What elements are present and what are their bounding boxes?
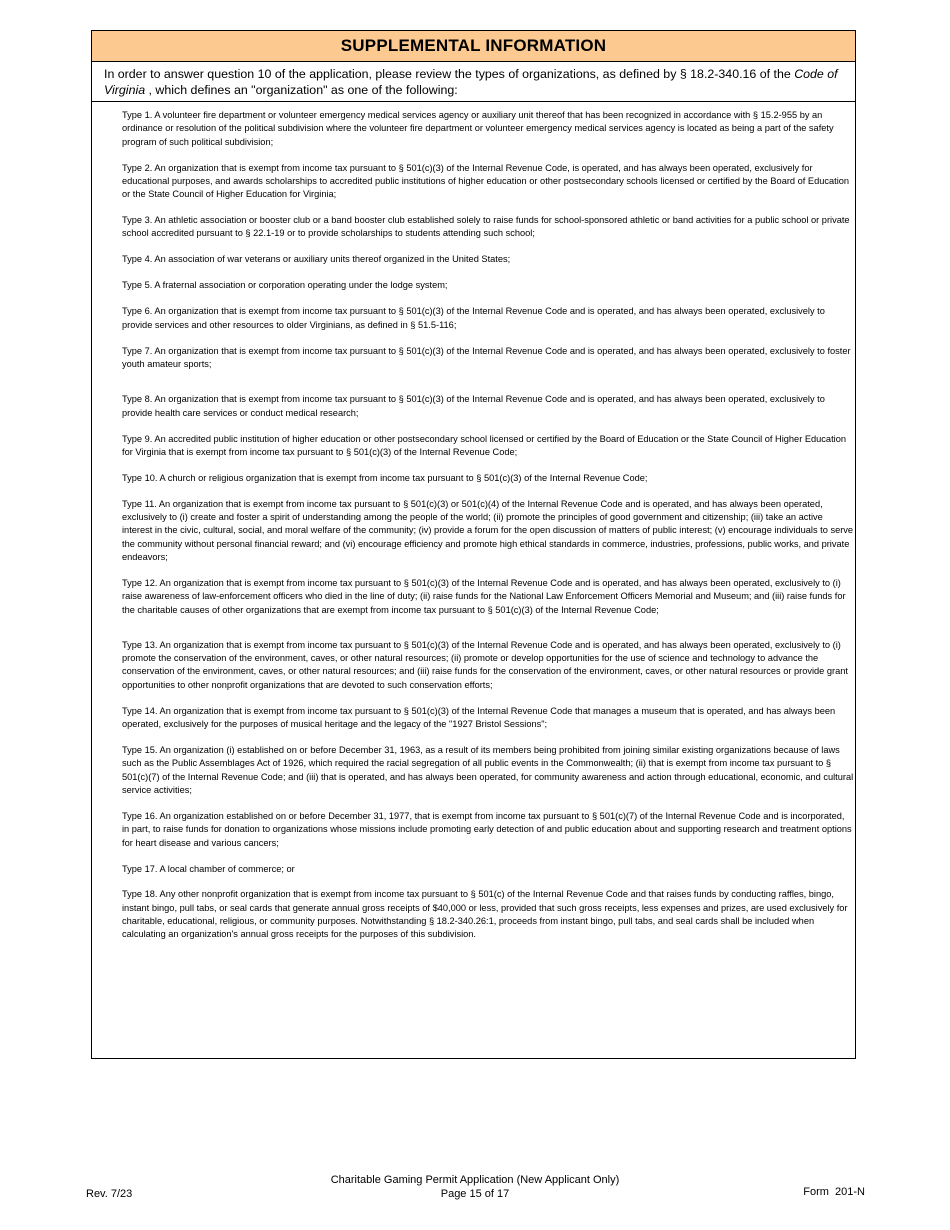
code-of-virginia: Code of Virginia [104,67,838,97]
organization-type-15: Type 15. An organization (i) established on or before December 31, 1963, as a result of its members being prohibited from joining similar existing organizations because of laws such as the Public Assemblages Act of 1926, which required the racial segregation of all public events in the Commonwealth; (ii) that is exempt from income tax pursuant to § 501(c)(7) of the Internal Revenue Code; and (iii) that is operated, and has always been operated, for community awareness and action through educational, economic, and cultural service activities; [122,745,854,795]
organization-type-9: Type 9. An accredited public institution of higher education or other postsecondary school licensed or certified by the Board of Education or the State Council of Higher Education for Virginia that is exempt from income tax pursuant to § 501(c)(3) of the Internal Revenue Code; [122,433,846,457]
organization-type-17: Type 17. A local chamber of commerce; or [122,863,295,874]
organization-type-8: Type 8. An organization that is exempt from income tax pursuant to § 501(c)(3) of the Internal Revenue Code and is operated, and has always been operated, exclusively to provide health care services or conduct medical research; [122,394,825,418]
organization-type-13: Type 13. An organization that is exempt from income tax pursuant to § 501(c)(3) of the Internal Revenue Code and is operated, and has always been operated, exclusively to (i) promote the conservation of the environment, caves, or other natural resources; (ii) promote or develop opportunities for the use of science and technology to advance the conservation of the environment, caves, or other natural resources; and (iii) raise funds for the conservation of the environment, caves, or other natural resources or provide grant opportunities to other nonprofit organizations that are devoted to such conservation efforts; [122,639,848,690]
section-title: SUPPLEMENTAL INFORMATION [92,31,855,62]
organization-type-7: Type 7. An organization that is exempt from income tax pursuant to § 501(c)(3) of the Internal Revenue Code and is operated, and has always been operated, exclusively to foster youth amateur sports; [122,345,851,369]
organization-type-18: Type 18. Any other nonprofit organization that is exempt from income tax pursuant to § 501(c) of the Internal Revenue Code and that raises funds by conducting raffles, bingo, instant bingo, pull tabs, or seal cards that generate annual gross receipts of $40,000 or less, provided that such gross receipts, less expenses and prizes, are used exclusively for charitable, educational, religious, or community purposes. Notwithstanding § 18.2-340.26:1, proceeds from instant bingo, pull tabs, and seal cards shall be included when calculating an organization's annual gross receipts for the purposes of this subdivision. [122,889,848,940]
organization-types-list [92,102,855,942]
footer-form-title: Charitable Gaming Permit Application (New Applicant Only) [330,1174,620,1186]
organization-type-1: Type 1. A volunteer fire department or volunteer emergency medical services agency or auxiliary unit thereof that has been recognized in accordance with § 15.2-955 by an ordinance or resolution of the political subdivision where the volunteer fire department or volunteer emergency medical services agency is located as being a part of the safety program of such political subdivision; [122,110,834,147]
intro-paragraph [92,62,855,102]
organization-type-10: Type 10. A church or religious organization that is exempt from income tax pursuant to § 501(c)(3) of the Internal Revenue Code; [122,472,648,483]
organization-type-6: Type 6. An organization that is exempt from income tax pursuant to § 501(c)(3) of the Internal Revenue Code and is operated, and has always been operated, exclusively to provide services and other resources to older Virginians, as defined in § 51.5-116; [122,306,825,330]
organization-type-12: Type 12. An organization that is exempt from income tax pursuant to § 501(c)(3) of the Internal Revenue Code and is operated, and has always been operated, exclusively to (i) raise awareness of law-enforcement officers who died in the line of duty; (ii) raise funds for the National Law Enforcement Officers Memorial and Museum; and (iii) raise funds for the charitable causes of other organizations that are exempt from income tax pursuant to § 501(c)(3) of the Internal Revenue Code; [122,578,846,615]
supplemental-information-box [91,30,856,1059]
intro-text-end: , which defines an "organization" as one of the following: [145,83,458,97]
organization-type-16: Type 16. An organization established on or before December 31, 1977, that is exempt from income tax pursuant to § 501(c)(7) of the Internal Revenue Code and is incorporated, in part, to raise funds for donation to organizations whose missions include promoting early detection of and public education about and supporting research and treatment options for heart disease and various cancers; [122,810,852,848]
organization-type-14: Type 14. An organization that is exempt from income tax pursuant to § 501(c)(3) of the Internal Revenue Code that manages a museum that is operated, and has always been operated, exclusively for the purposes of musical heritage and the legacy of the "1927 Bristol Sessions"; [122,705,836,730]
organization-type-2: Type 2. An organization that is exempt from income tax pursuant to § 501(c)(3) of the Internal Revenue Code, is operated, and has always been operated, exclusively for educational purposes, and awards scholarships to accredited public institutions of higher education or other postsecondary schools licensed or certified by the Board of Education or the State Council of Higher Education for Virginia; [122,162,850,200]
footer-form-number: Form 201-N [803,1186,865,1198]
footer-revision: Rev. 7/23 [86,1188,133,1200]
intro-text-start: In order to answer question 10 of the application, please review the types of organizations, as defined by § 18.2-340.16 of the [104,67,795,81]
footer-page-number: Page 15 of 17 [440,1188,510,1200]
organization-type-4: Type 4. An association of war veterans or auxiliary units thereof organized in the United States; [122,254,511,265]
organization-type-5: Type 5. A fraternal association or corporation operating under the lodge system; [122,280,448,291]
organization-type-11: Type 11. An organization that is exempt from income tax pursuant to § 501(c)(3) or 501(c)(4) of the Internal Revenue Code and is operated, and has always been operated, exclusively to (i) create and foster a spirit of understanding among the people of the world; (ii) promote the principles of good government and citizenship; (iii) take an active interest in the civic, cultural, social, and moral welfare of the community; (iv) provide a forum for the open discussion of matters of public interest; (v) encourage individuals to serve the community without personal financial reward; and (vi) encourage efficiency and promote high ethical standards in commerce, industries, professions, public works, and private endeavors; [122,498,854,563]
organization-type-3: Type 3. An athletic association or booster club or a band booster club established solely to raise funds for school-sponsored athletic or band activities for a public school or private school accredited pursuant to § 22.1-19 or to provide scholarships to students attending such school; [122,215,850,239]
